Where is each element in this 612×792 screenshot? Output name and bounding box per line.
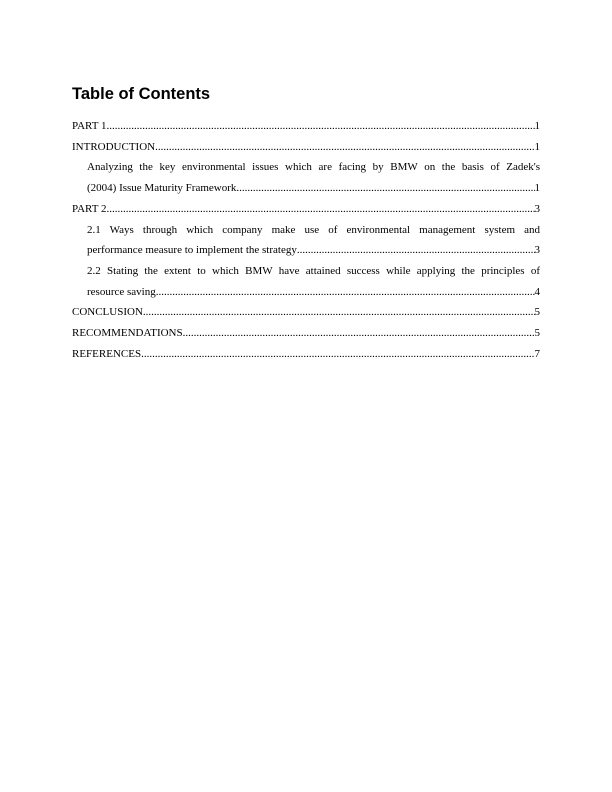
toc-entry-text: PART 1 bbox=[72, 120, 107, 132]
toc-entry-text: INTRODUCTION bbox=[72, 140, 156, 153]
dot-leader bbox=[156, 282, 535, 303]
toc-entry-text: RECOMMENDATIONS bbox=[72, 327, 183, 340]
toc-entry-text: PART 2 bbox=[72, 202, 107, 215]
toc-entry-2-1[interactable] bbox=[72, 220, 540, 261]
toc-page-number: 4 bbox=[534, 285, 540, 298]
toc-entry-references[interactable] bbox=[72, 344, 540, 365]
toc-entry-text-line2: (2004) Issue Maturity Framework bbox=[87, 182, 237, 195]
toc-entry-text-line1: 2.2 Stating the extent to which BMW have attained success while applying the principles of bbox=[87, 264, 540, 277]
toc-entry-part-1[interactable] bbox=[72, 116, 540, 137]
toc-page-number: 1 bbox=[534, 140, 540, 153]
toc-page-number: 1 bbox=[534, 120, 540, 132]
toc-entry-text-line1: Analyzing the key environmental issues which are facing by BMW on the basis of Zadek's bbox=[87, 161, 540, 174]
toc-entry-text: CONCLUSION bbox=[72, 306, 143, 319]
dot-leader bbox=[183, 323, 535, 344]
dot-leader bbox=[236, 178, 534, 199]
dot-leader bbox=[297, 240, 535, 261]
toc-entry-text-line2: resource saving bbox=[87, 285, 156, 298]
toc-entry-text: REFERENCES bbox=[72, 347, 142, 360]
toc-entry-text-line1: 2.1 Ways through which company make use of environmental management system and bbox=[87, 223, 540, 236]
toc-page-number: 5 bbox=[534, 306, 540, 319]
toc-title: Table of Contents bbox=[72, 85, 211, 103]
toc-page-number: 7 bbox=[534, 347, 540, 360]
toc-entry-2-2[interactable] bbox=[72, 261, 540, 302]
toc-entry-recommendations[interactable] bbox=[72, 323, 540, 344]
toc-entry-analyzing-issues[interactable] bbox=[72, 157, 540, 198]
dot-leader bbox=[107, 116, 535, 137]
dot-leader bbox=[141, 344, 534, 365]
dot-leader bbox=[107, 199, 535, 220]
toc-page-number: 3 bbox=[534, 244, 540, 257]
toc-page-number: 1 bbox=[534, 182, 540, 195]
dot-leader bbox=[155, 137, 534, 158]
table-of-contents bbox=[72, 116, 540, 364]
dot-leader bbox=[143, 302, 535, 323]
toc-entry-text-line2: performance measure to implement the strategy bbox=[87, 244, 297, 257]
toc-page-number: 5 bbox=[534, 327, 540, 340]
toc-entry-part-2[interactable] bbox=[72, 199, 540, 220]
toc-entry-conclusion[interactable] bbox=[72, 302, 540, 323]
toc-entry-introduction[interactable] bbox=[72, 137, 540, 158]
toc-page-number: 3 bbox=[534, 202, 540, 215]
